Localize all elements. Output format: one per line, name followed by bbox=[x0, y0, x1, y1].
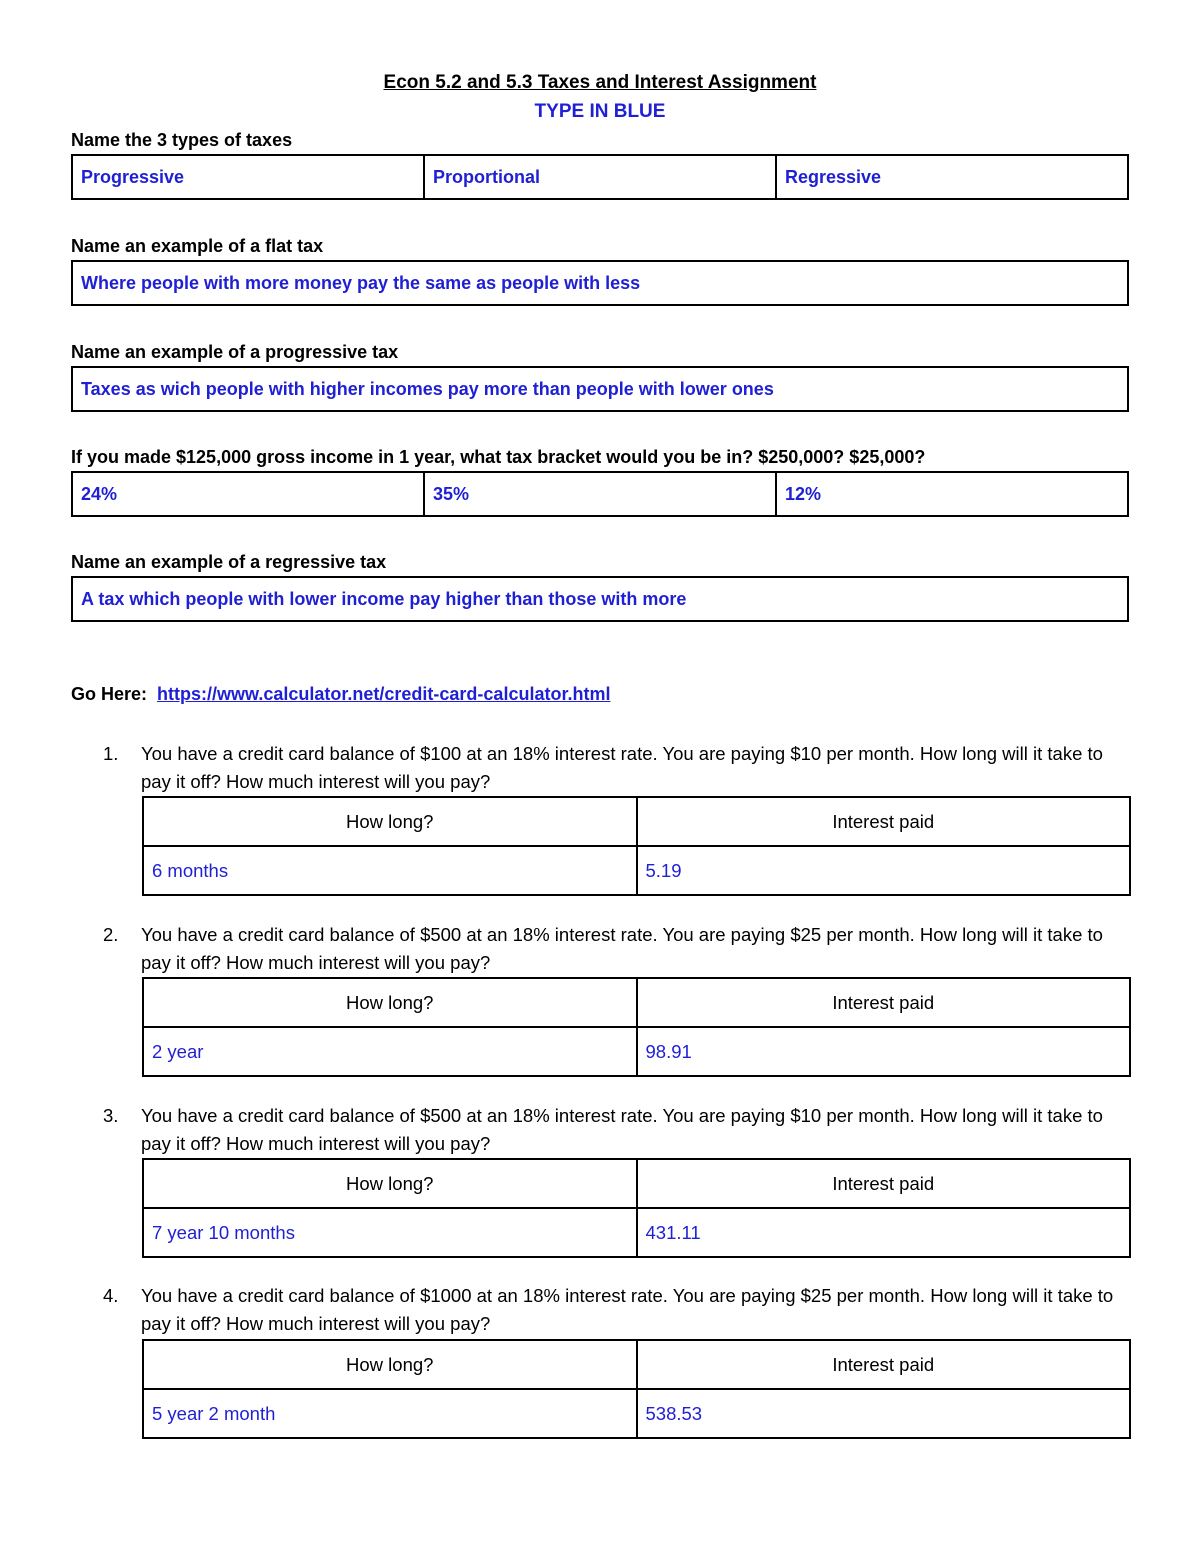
bracket-cell[interactable]: 12% bbox=[785, 483, 822, 504]
question-number: 2. bbox=[103, 924, 119, 945]
calculator-link[interactable]: https://www.calculator.net/credit-card-calculator.html bbox=[157, 684, 611, 704]
types-answer-box bbox=[71, 154, 1129, 200]
how-long-answer[interactable]: 7 year 10 months bbox=[152, 1221, 295, 1243]
type-cell[interactable]: Progressive bbox=[73, 156, 425, 198]
regressive-tax-answer[interactable]: A tax which people with lower income pay higher than those with more bbox=[71, 576, 1129, 622]
how-long-header: How long? bbox=[346, 810, 434, 832]
question-text: You have a credit card balance of $500 at an 18% interest rate. You are paying $10 per month. How long will it take to pay it off? How much interest will you pay? bbox=[141, 1105, 1103, 1154]
types-label: Name the 3 types of taxes bbox=[71, 130, 293, 150]
type-cell[interactable]: Regressive bbox=[785, 166, 882, 187]
go-here-label: Go Here: bbox=[71, 684, 148, 704]
progressive-tax-answer[interactable]: Taxes as wich people with higher incomes pay more than people with lower ones bbox=[71, 366, 1129, 412]
question-3 bbox=[103, 1102, 1133, 1158]
how-long-answer[interactable]: 2 year bbox=[152, 1040, 204, 1062]
bracket-label: If you made $125,000 gross income in 1 year, what tax bracket would you be in? $250,000? $25,000? bbox=[71, 447, 926, 467]
regressive-tax-label: Name an example of a regressive tax bbox=[71, 552, 387, 572]
question-2 bbox=[103, 921, 1133, 977]
how-long-header: How long? bbox=[346, 991, 434, 1013]
type-cell[interactable]: Proportional bbox=[425, 156, 777, 198]
page-title: Econ 5.2 and 5.3 Taxes and Interest Assignment bbox=[383, 72, 817, 93]
bracket-answer-box bbox=[71, 471, 1129, 517]
how-long-header: How long? bbox=[346, 1172, 434, 1194]
progressive-tax-label: Name an example of a progressive tax bbox=[71, 342, 399, 362]
question-number: 3. bbox=[103, 1105, 119, 1126]
question-text: You have a credit card balance of $100 at an 18% interest rate. You are paying $10 per month. How long will it take to pay it off? How much interest will you pay? bbox=[141, 743, 1103, 792]
how-long-header: How long? bbox=[346, 1353, 434, 1375]
page-subtitle: TYPE IN BLUE bbox=[534, 101, 666, 122]
interest-paid-answer[interactable]: 98.91 bbox=[636, 1028, 1130, 1075]
how-long-answer[interactable]: 5 year 2 month bbox=[152, 1402, 276, 1424]
interest-paid-answer[interactable]: 431.11 bbox=[636, 1209, 1130, 1256]
question-4 bbox=[103, 1282, 1133, 1338]
answer-table-2 bbox=[142, 977, 1131, 1077]
question-text: You have a credit card balance of $1000 at an 18% interest rate. You are paying $25 per month. How long will it take to pay it off? How much interest will you pay? bbox=[141, 1285, 1114, 1334]
how-long-answer[interactable]: 6 months bbox=[152, 859, 229, 881]
question-number: 1. bbox=[103, 743, 119, 764]
flat-tax-answer[interactable]: Where people with more money pay the same as people with less bbox=[71, 260, 1129, 306]
interest-paid-header: Interest paid bbox=[636, 979, 1130, 1026]
answer-table-1 bbox=[142, 796, 1131, 896]
question-1 bbox=[103, 740, 1133, 796]
answer-table-4 bbox=[142, 1339, 1131, 1439]
go-here-line bbox=[71, 684, 610, 705]
interest-paid-header: Interest paid bbox=[636, 1160, 1130, 1207]
interest-paid-header: Interest paid bbox=[636, 1341, 1130, 1388]
question-text: You have a credit card balance of $500 at an 18% interest rate. You are paying $25 per month. How long will it take to pay it off? How much interest will you pay? bbox=[141, 924, 1103, 973]
answer-table-3 bbox=[142, 1158, 1131, 1258]
flat-tax-label: Name an example of a flat tax bbox=[71, 236, 324, 256]
question-number: 4. bbox=[103, 1285, 119, 1306]
bracket-cell[interactable]: 24% bbox=[73, 473, 425, 515]
interest-paid-answer[interactable]: 538.53 bbox=[636, 1390, 1130, 1437]
bracket-cell[interactable]: 35% bbox=[425, 473, 777, 515]
interest-paid-header: Interest paid bbox=[636, 798, 1130, 845]
interest-paid-answer[interactable]: 5.19 bbox=[636, 847, 1130, 894]
